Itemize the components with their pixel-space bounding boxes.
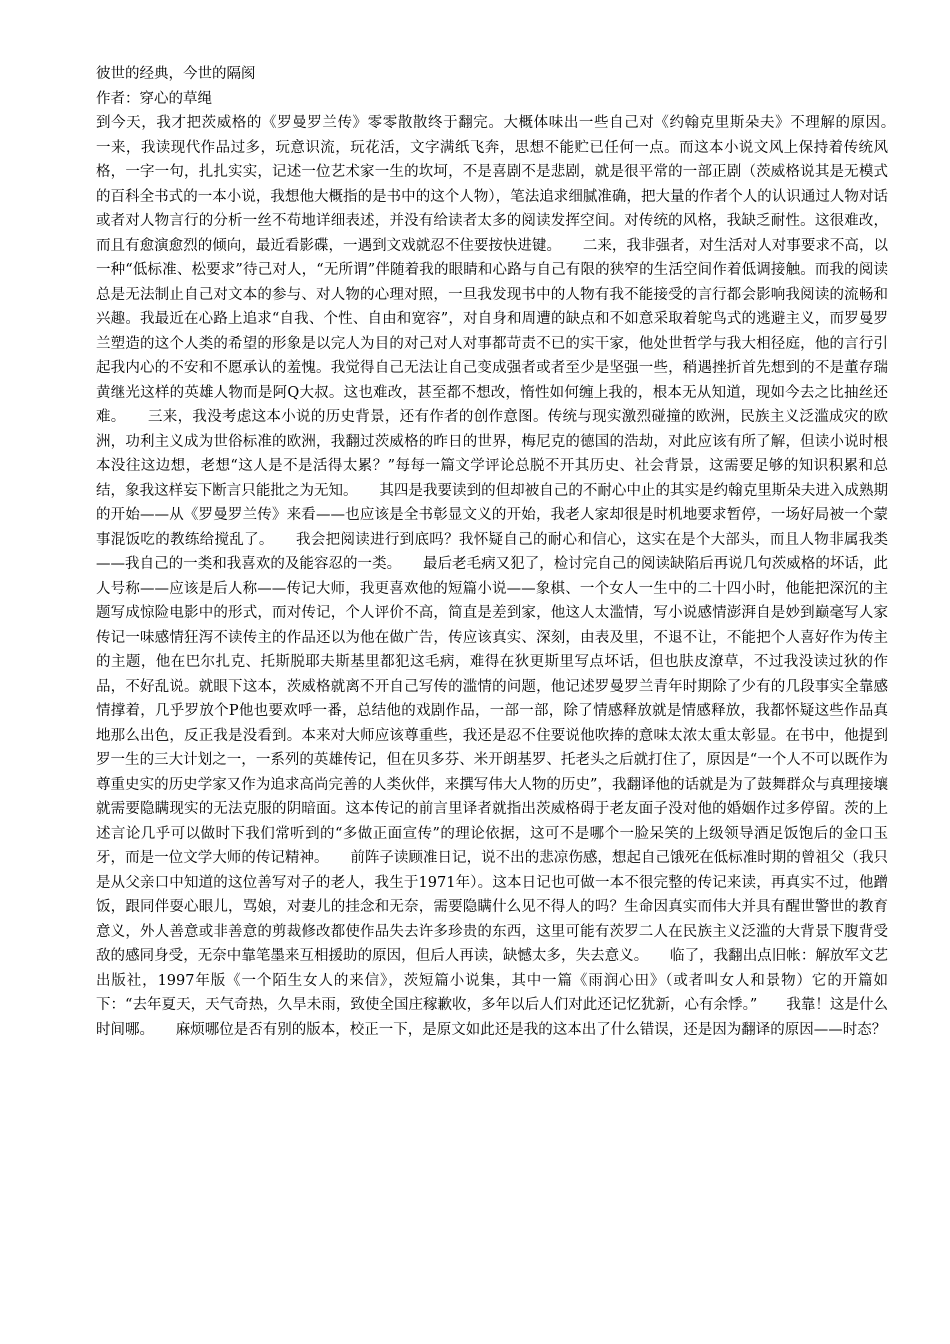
document-title: 彼世的经典，今世的隔阂 [96, 66, 256, 82]
article-body: 到今天，我才把茨威格的《罗曼罗兰传》零零散散终于翻完。大概体味出一些自己对《约翰克里斯朵夫》不理解的原因。 一来，我读现代作品过多，玩意识流，玩花活，文字满纸飞奔，思想不能贮已任何一点。而这本小说文风上保持着传统风格，一字一句，扎扎实实，记述一位艺术家一生的坎坷，不是喜剧不是悲剧，就是很平常的一部正剧（茨威格说其是无模式的百科全书式的一本小说，我想他大概指的是书中的这个人物），笔法追求细腻准确，把大量的作者个人的认识通过人物对话或者对人物言行的分析一丝不苟地详细表述，并没有给读者太多的阅读发挥空间。对传统的风格，我缺乏耐性。这很难改，而且有愈演愈烈的倾向，最近看影碟，一遇到文戏就忍不住要按快进键。 二来，我非强者，对生活对人对事要求不高，以一种“低标准、松要求”待己对人，“无所谓”伴随着我的眼睛和心路与自己有限的狭窄的生活空间作着低调接触。而我的阅读总是无法制止自己对文本的参与、对人物的心理对照，一旦我发现书中的人物有我不能接受的言行都会影响我阅读的流畅和兴趣。我最近在心路上追求“自我、个性、自由和宽容”，对自身和周遭的缺点和不如意采取着鸵鸟式的逃避主义，而罗曼罗兰塑造的这个人类的希望的形象是以完人为目的对己对人对事都苛责不已的实干家，他处世哲学与我大相径庭，他的言行引起我内心的不安和不愿承认的羞愧。我觉得自己无法让自己变成强者或者至少是坚强一些，稍遇挫折首先想到的不是董存瑞黄继光这样的英雄人物而是阿Q大叔。这也难改，甚至都不想改，惰性如何缠上我的，根本无从知道，现如今去之比抽丝还难。 三来，我没考虑这本小说的历史背景，还有作者的创作意图。传统与现实激烈碰撞的欧洲，民族主义泛滥成灾的欧洲，功利主义成为世俗标准的欧洲，我翻过茨威格的昨日的世界，梅尼克的德国的浩劫，对此应该有所了解，但读小说时根本没往这边想，老想“这人是不是活得太累？”每每一篇文学评论总脱不开其历史、社会背景，这需要足够的知识积累和总结，象我这样妄下断言只能批之为无知。 其四是我要读到的但却被自己的不耐心中止的其实是约翰克里斯朵夫进入成熟期的开始——从《罗曼罗兰传》来看——也应该是全书彰显文义的开始，我老人家却很是时机地要求暂停，一场好局被一个蒙事混饭吃的教练给搅乱了。 我会把阅读进行到底吗？我怀疑自己的耐心和信心，这实在是个大部头，而且人物非属我类——我自己的一类和我喜欢的及能容忍的一类。 最后老毛病又犯了，检讨完自己的阅读缺陷后再说几句茨威格的坏话，此人号称——应该是后人称——传记大师，我更喜欢他的短篇小说——象棋、一个女人一生中的二十四小时，他能把深沉的主题写成惊险电影中的形式，而对传记，个人评价不高，简直是差到家，他这人太滥情，写小说感情澎湃自是妙到巅毫写人家传记一味感情狂泻不读传主的作品还以为他在做广告，传应该真实、深刻，由表及里，不退不让，不能把个人喜好作为传主的主题，他在巴尔扎克、托斯脱耶夫斯基里都犯这毛病，难得在狄更斯里写点坏话，但也肤皮潦草，不过我没读过狄的作品，不好乱说。就眼下这本，茨威格就离不开自己写传的滥情的问题，他记述罗曼罗兰青年时期除了少有的几段事实全靠感情撑着，几乎罗放个P他也要欢呼一番，总结他的戏剧作品，一部一部，除了情感释放就是情感释放，我都怀疑这些作品真地那么出色，反正我是没看到。本来对大师应该尊重些，我还是忍不住要说他吹捧的意味太浓太重太彰显。在书中，他提到罗一生的三大计划之一，一系列的英雄传记，但在贝多芬、米开朗基罗、托老头之后就打住了，原因是“一个人不可以既作为尊重史实的历史学家又作为追求高尚完善的人类伙伴，来撰写伟大人物的历史”，我翻译他的话就是为了鼓舞群众与真理接壤就需要隐瞒现实的无法克服的阴暗面。这本传记的前言里译者就指出茨威格碍于老友面子没对他的婚姻作过多停留。茨的上述言论几乎可以做时下我们常听到的“多做正面宣传”的理论依据，这可不是哪个一脸呆笑的上级领导酒足饭饱后的金口玉牙，而是一位文学大师的传记精神。 前阵子读顾准日记，说不出的悲凉伤感，想起自己饿死在低标准时期的曾祖父（我只是从父亲口中知道的这位善写对子的老人，我生于1971年）。这本日记也可做一本不很完整的传记来读，再真实不过，他蹭饭，跟同伴耍心眼儿，骂娘，对妻儿的挂念和无奈，需要隐瞒什么见不得人的吗？生命因真实而伟大并具有醒世警世的教育意义，外人善意或非善意的剪裁修改都使作品失去许多珍贵的东西，这里可能有茨罗二人在民族主义泛滥的大背景下腹背受敌的感同身受，无奈中靠笔墨来互相援助的原因，但后人再读，缺憾太多，失去意义。 临了，我翻出点旧帐：解放军文艺出版社，1997年版《一个陌生女人的来信》，茨短篇小说集，其中一篇《雨润心田》（或者叫女人和景物）它的开篇如下：“去年夏天，天气奇热，久旱未雨，致使全国庄稼歉收，多年以后人们对此还记忆犹新，心有余悸。” 我靠！这是什么时间哪。 麻烦哪位是否有别的版本，校正一下，是原文如此还是我的这本出了什么错误，还是因为翻译的原因——时态？ [96, 115, 917, 1038]
document-page [96, 62, 917, 1042]
author-line: 作者：穿心的草绳 [96, 90, 212, 107]
